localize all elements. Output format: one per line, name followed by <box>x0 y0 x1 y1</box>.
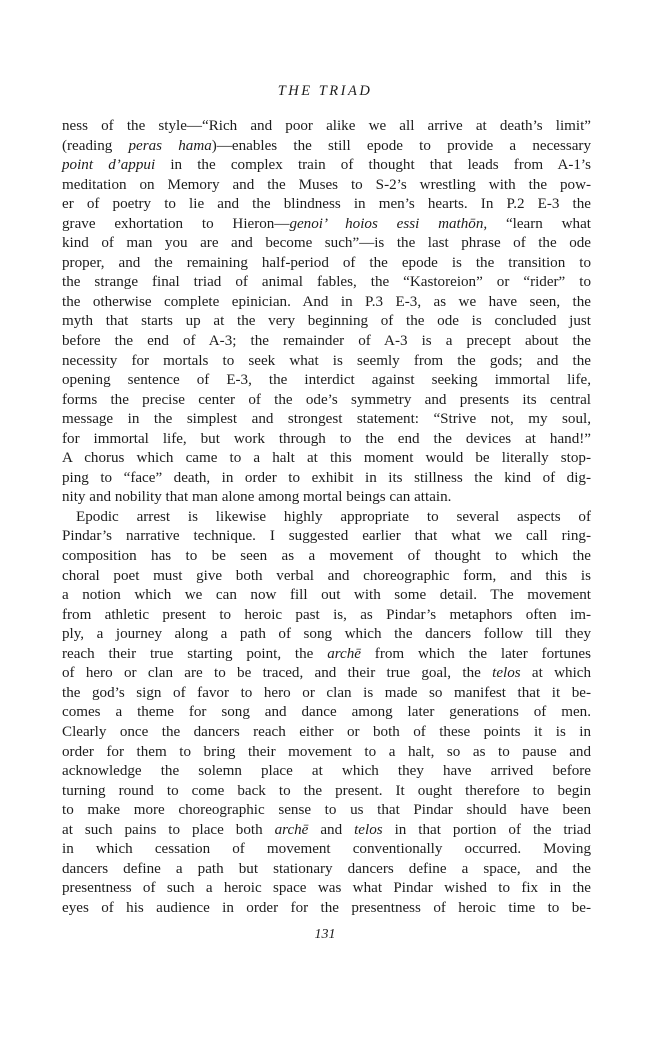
text-line <box>62 156 591 176</box>
text-run: choral poet must give both verbal and choreographic form, and this is <box>62 567 591 584</box>
text-run: from athletic present to heroic past is, as Pindar’s metaphors often im- <box>62 606 591 623</box>
text-line <box>62 430 591 450</box>
text-run: a notion which we can now fill out with some detail. The movement <box>62 587 591 604</box>
italic-term: genoi’ hoios essi mathōn, <box>289 215 488 232</box>
text-line <box>62 117 591 137</box>
text-run: at such pains to place both <box>62 821 275 838</box>
text-run: the god’s sign of favor to hero or clan is made so manifest that it be- <box>62 684 591 701</box>
text-line <box>62 625 591 645</box>
italic-term: archē <box>274 821 309 838</box>
text-line <box>62 293 591 313</box>
text-run: )—enables the still epode to provide a necessary <box>211 137 591 154</box>
text-run: eyes of his audience in order for the presentness of heroic time to be- <box>62 899 591 916</box>
text-line <box>62 840 591 860</box>
text-run: (reading <box>62 137 129 154</box>
text-run: A chorus which came to a halt at this moment would be literally stop- <box>62 450 591 467</box>
text-run: order for them to bring their movement to a halt, so as to pause and <box>62 743 591 760</box>
running-head: THE TRIAD <box>277 83 373 99</box>
text-line <box>62 488 591 508</box>
text-line <box>62 352 591 372</box>
text-run: reach their true starting point, the <box>62 645 328 662</box>
text-run: to make more choreographic sense to us that Pindar should have been <box>62 802 591 819</box>
text-line <box>62 176 591 196</box>
text-run: from which the later fortunes <box>361 645 591 662</box>
text-run: nity and nobility that man alone among mortal beings can attain. <box>62 489 452 506</box>
text-run: “learn what <box>487 215 591 232</box>
text-run: of hero or clan are to be traced, and their true goal, the <box>62 665 493 682</box>
text-run: message in the simplest and strongest statement: “Strive not, my soul, <box>62 411 591 428</box>
text-line <box>62 234 591 254</box>
text-run: ply, a journey along a path of song which the dancers follow till they <box>62 626 591 643</box>
text-line <box>62 215 591 235</box>
text-line <box>62 664 591 684</box>
text-run: grave exhortation to Hieron— <box>62 215 290 232</box>
text-run: in which cessation of movement conventionally occurred. Moving <box>62 841 591 858</box>
text-line <box>62 782 591 802</box>
text-line <box>62 195 591 215</box>
text-line <box>62 762 591 782</box>
text-line <box>62 254 591 274</box>
text-line <box>62 371 591 391</box>
text-line <box>62 645 591 665</box>
italic-term: telos <box>492 665 521 682</box>
text-run: dancers define a path but stationary dancers define a space, and the <box>62 860 591 877</box>
text-run: proper, and the remaining half-period of the epode is the transition to <box>62 254 591 271</box>
italic-term: telos <box>354 821 383 838</box>
text-line <box>62 879 591 899</box>
text-run: presentness of such a heroic space was what Pindar wished to fix in the <box>62 880 591 897</box>
text-run: Pindar’s narrative technique. I suggested earlier that what we call ring- <box>62 528 591 545</box>
text-line <box>62 606 591 626</box>
text-line <box>62 801 591 821</box>
text-run: necessity for mortals to seek what is seemly from the gods; and the <box>62 352 591 369</box>
text-run: Clearly once the dancers reach either or both of these points it is in <box>62 723 591 740</box>
text-run: the otherwise complete epinician. And in P.3 E-3, as we have seen, the <box>62 293 591 310</box>
text-line <box>62 899 591 919</box>
text-run: Epodic arrest is likewise highly appropriate to several aspects of <box>76 508 591 525</box>
text-run: comes a theme for song and dance among later generations of men. <box>62 704 591 721</box>
text-line <box>62 547 591 567</box>
text-run: kind of man you are and become such”—is the last phrase of the ode <box>62 235 591 252</box>
text-run: for immortal life, but work through to the end the devices at hand!” <box>62 430 591 447</box>
text-run: ness of the style—“Rich and poor alike we all arrive at death’s limit” <box>62 118 591 134</box>
text-line <box>62 332 591 352</box>
text-line <box>62 586 591 606</box>
text-run: turning round to come back to the present. It ought therefore to begin <box>62 782 591 799</box>
page-number: 131 <box>314 927 336 942</box>
text-run: meditation on Memory and the Muses to S-2’s wrestling with the pow- <box>62 176 591 193</box>
text-line <box>62 723 591 743</box>
text-line <box>62 391 591 411</box>
text-run: composition has to be seen as a movement of thought to which the <box>62 548 591 565</box>
text-line <box>62 684 591 704</box>
body-text <box>62 117 591 918</box>
text-line <box>62 312 591 332</box>
text-line <box>62 273 591 293</box>
text-line <box>62 743 591 763</box>
text-run: ping to “face” death, in order to exhibit in its stillness the kind of dig- <box>62 469 591 486</box>
text-run: er of poetry to lie and the blindness in men’s hearts. In P.2 E-3 the <box>62 196 591 213</box>
text-run: at which <box>520 665 592 682</box>
text-run: forms the precise center of the ode’s symmetry and presents its central <box>62 391 591 408</box>
text-run: the strange final triad of animal fables, the “Kastoreion” or “rider” to <box>62 274 591 291</box>
text-run: opening sentence of E-3, the interdict against seeking immortal life, <box>62 372 591 389</box>
text-line <box>62 527 591 547</box>
italic-term: point d’appui <box>62 157 156 174</box>
text-line <box>62 137 591 157</box>
text-run: before the end of A-3; the remainder of A-3 is a precept about the <box>62 333 591 350</box>
italic-term: archē <box>327 645 361 662</box>
text-run: myth that starts up at the very beginning of the ode is concluded just <box>62 313 591 330</box>
text-run: and <box>308 821 355 838</box>
text-line <box>62 567 591 587</box>
text-line <box>62 449 591 469</box>
text-line <box>62 703 591 723</box>
text-run: in that portion of the triad <box>382 821 592 838</box>
text-run: in the complex train of thought that leads from A-1’s <box>155 157 591 174</box>
text-line <box>62 860 591 880</box>
text-line <box>62 410 591 430</box>
italic-term: peras hama <box>128 137 212 154</box>
text-run: acknowledge the solemn place at which they have arrived before <box>62 763 591 780</box>
text-line <box>62 821 591 841</box>
text-line <box>62 508 591 528</box>
text-line <box>62 469 591 489</box>
